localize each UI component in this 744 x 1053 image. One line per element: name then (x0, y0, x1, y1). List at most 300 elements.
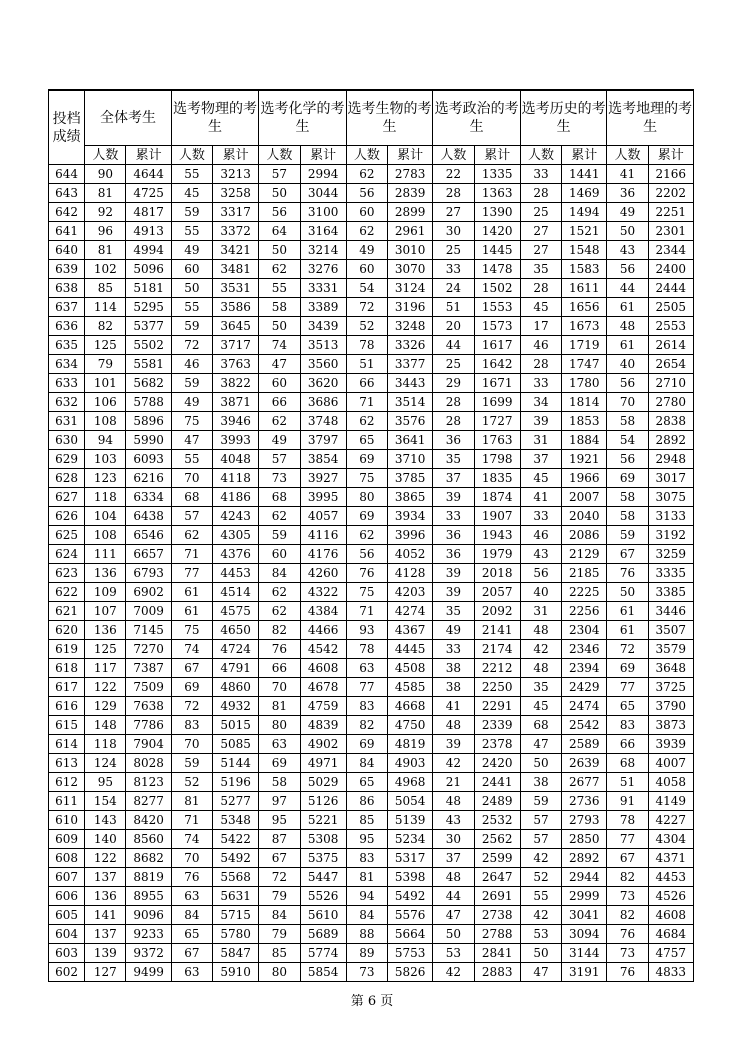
score-cell: 608 (49, 849, 85, 868)
table-row (49, 431, 694, 450)
table-cell: 63 (171, 963, 212, 982)
table-cell: 125 (85, 336, 126, 355)
table-cell: 3514 (388, 393, 433, 412)
table-cell: 71 (346, 393, 387, 412)
table-cell: 50 (607, 222, 648, 241)
table-row (49, 811, 694, 830)
table-cell: 61 (607, 336, 648, 355)
table-cell: 85 (346, 811, 387, 830)
table-cell: 5085 (212, 735, 258, 754)
table-cell: 136 (85, 564, 126, 583)
table-cell: 43 (607, 241, 648, 260)
table-cell: 4903 (388, 754, 433, 773)
table-cell: 4243 (212, 507, 258, 526)
table-row (49, 355, 694, 374)
table-cell: 8420 (126, 811, 171, 830)
table-cell: 5492 (388, 887, 433, 906)
table-cell: 25 (520, 203, 561, 222)
table-cell: 63 (259, 735, 300, 754)
table-cell: 46 (520, 526, 561, 545)
table-cell: 3717 (212, 336, 258, 355)
table-cell: 1583 (562, 260, 607, 279)
table-cell: 68 (171, 488, 212, 507)
table-cell: 2839 (388, 184, 433, 203)
table-cell: 5139 (388, 811, 433, 830)
table-cell: 21 (433, 773, 474, 792)
table-cell: 4176 (300, 545, 346, 564)
table-cell: 82 (607, 868, 648, 887)
score-cell: 614 (49, 735, 85, 754)
table-row (49, 279, 694, 298)
table-cell: 61 (607, 621, 648, 640)
table-cell: 3191 (562, 963, 607, 982)
header-sub-row (49, 146, 694, 165)
table-cell: 143 (85, 811, 126, 830)
table-cell: 2441 (474, 773, 520, 792)
table-cell: 86 (346, 792, 387, 811)
score-cell: 639 (49, 260, 85, 279)
table-cell: 7270 (126, 640, 171, 659)
table-cell: 82 (85, 317, 126, 336)
table-cell: 1763 (474, 431, 520, 450)
score-cell: 602 (49, 963, 85, 982)
table-cell: 5682 (126, 374, 171, 393)
table-cell: 5096 (126, 260, 171, 279)
table-cell: 55 (171, 222, 212, 241)
table-cell: 62 (171, 526, 212, 545)
table-cell: 33 (433, 507, 474, 526)
header-cumulative: 累计 (388, 146, 433, 165)
score-cell: 611 (49, 792, 85, 811)
table-cell: 4860 (212, 678, 258, 697)
table-cell: 9096 (126, 906, 171, 925)
table-cell: 4304 (648, 830, 693, 849)
table-cell: 1617 (474, 336, 520, 355)
table-cell: 7145 (126, 621, 171, 640)
score-cell: 631 (49, 412, 85, 431)
table-row (49, 564, 694, 583)
table-row (49, 507, 694, 526)
table-cell: 2086 (562, 526, 607, 545)
table-cell: 59 (259, 526, 300, 545)
table-cell: 56 (607, 374, 648, 393)
table-cell: 3259 (648, 545, 693, 564)
table-cell: 28 (520, 355, 561, 374)
table-cell: 5847 (212, 944, 258, 963)
table-cell: 1853 (562, 412, 607, 431)
table-cell: 39 (433, 564, 474, 583)
table-cell: 79 (259, 887, 300, 906)
table-cell: 81 (85, 241, 126, 260)
table-cell: 6093 (126, 450, 171, 469)
table-cell: 76 (607, 564, 648, 583)
table-cell: 3797 (300, 431, 346, 450)
table-cell: 2185 (562, 564, 607, 583)
table-cell: 5277 (212, 792, 258, 811)
table-cell: 59 (171, 754, 212, 773)
table-cell: 3044 (300, 184, 346, 203)
table-cell: 1469 (562, 184, 607, 203)
table-cell: 4384 (300, 602, 346, 621)
table-cell: 45 (520, 469, 561, 488)
table-cell: 50 (433, 925, 474, 944)
table-cell: 3335 (648, 564, 693, 583)
table-cell: 70 (607, 393, 648, 412)
table-cell: 4608 (300, 659, 346, 678)
table-row (49, 526, 694, 545)
header-group-politics: 选考政治的考生 (433, 90, 521, 146)
table-cell: 3763 (212, 355, 258, 374)
table-cell: 65 (346, 431, 387, 450)
table-cell: 3934 (388, 507, 433, 526)
table-row (49, 754, 694, 773)
table-cell: 5054 (388, 792, 433, 811)
table-cell: 57 (171, 507, 212, 526)
table-cell: 74 (171, 640, 212, 659)
table-cell: 92 (85, 203, 126, 222)
table-cell: 55 (171, 298, 212, 317)
table-cell: 2850 (562, 830, 607, 849)
table-cell: 95 (259, 811, 300, 830)
table-cell: 3871 (212, 393, 258, 412)
table-cell: 4466 (300, 621, 346, 640)
table-cell: 3317 (212, 203, 258, 222)
table-cell: 69 (607, 659, 648, 678)
table-cell: 48 (520, 621, 561, 640)
table-cell: 4186 (212, 488, 258, 507)
table-cell: 54 (607, 431, 648, 450)
table-cell: 5196 (212, 773, 258, 792)
table-cell: 7904 (126, 735, 171, 754)
table-cell: 62 (259, 507, 300, 526)
table-cell: 6793 (126, 564, 171, 583)
table-cell: 41 (433, 697, 474, 716)
table-cell: 4750 (388, 716, 433, 735)
table-cell: 58 (259, 773, 300, 792)
table-cell: 46 (171, 355, 212, 374)
table-cell: 67 (259, 849, 300, 868)
table-cell: 55 (520, 887, 561, 906)
table-cell: 6546 (126, 526, 171, 545)
table-cell: 2174 (474, 640, 520, 659)
table-cell: 4048 (212, 450, 258, 469)
table-cell: 3276 (300, 260, 346, 279)
table-cell: 68 (259, 488, 300, 507)
table-cell: 5029 (300, 773, 346, 792)
table-cell: 4057 (300, 507, 346, 526)
table-cell: 57 (520, 830, 561, 849)
table-cell: 5015 (212, 716, 258, 735)
table-cell: 48 (607, 317, 648, 336)
table-row (49, 659, 694, 678)
table-cell: 1835 (474, 469, 520, 488)
table-cell: 2647 (474, 868, 520, 887)
table-cell: 1502 (474, 279, 520, 298)
table-cell: 1671 (474, 374, 520, 393)
table-cell: 1478 (474, 260, 520, 279)
table-row (49, 602, 694, 621)
table-cell: 2994 (300, 165, 346, 184)
table-cell: 55 (259, 279, 300, 298)
score-cell: 628 (49, 469, 85, 488)
table-cell: 69 (171, 678, 212, 697)
table-cell: 5568 (212, 868, 258, 887)
table-cell: 3645 (212, 317, 258, 336)
table-row (49, 640, 694, 659)
table-cell: 47 (171, 431, 212, 450)
table-cell: 4526 (648, 887, 693, 906)
table-cell: 1979 (474, 545, 520, 564)
table-cell: 3389 (300, 298, 346, 317)
table-cell: 90 (85, 165, 126, 184)
table-cell: 54 (346, 279, 387, 298)
score-cell: 607 (49, 868, 85, 887)
header-count: 人数 (259, 146, 300, 165)
table-cell: 6334 (126, 488, 171, 507)
table-cell: 107 (85, 602, 126, 621)
table-cell: 108 (85, 412, 126, 431)
score-cell: 613 (49, 754, 85, 773)
table-cell: 56 (346, 184, 387, 203)
table-cell: 4678 (300, 678, 346, 697)
table-row (49, 336, 694, 355)
table-cell: 4913 (126, 222, 171, 241)
table-cell: 56 (607, 450, 648, 469)
table-cell: 5896 (126, 412, 171, 431)
table-cell: 97 (259, 792, 300, 811)
table-row (49, 469, 694, 488)
table-cell: 2654 (648, 355, 693, 374)
table-cell: 2948 (648, 450, 693, 469)
table-cell: 3192 (648, 526, 693, 545)
table-cell: 77 (607, 678, 648, 697)
table-cell: 84 (259, 906, 300, 925)
table-cell: 71 (171, 545, 212, 564)
table-cell: 5990 (126, 431, 171, 450)
table-cell: 70 (171, 469, 212, 488)
table-cell: 4367 (388, 621, 433, 640)
table-body (49, 165, 694, 982)
table-cell: 3017 (648, 469, 693, 488)
table-row (49, 488, 694, 507)
table-cell: 72 (259, 868, 300, 887)
table-cell: 49 (433, 621, 474, 640)
table-cell: 4585 (388, 678, 433, 697)
table-cell: 59 (520, 792, 561, 811)
table-cell: 1943 (474, 526, 520, 545)
table-cell: 3686 (300, 393, 346, 412)
table-cell: 60 (346, 260, 387, 279)
table-cell: 62 (259, 583, 300, 602)
table-cell: 50 (520, 944, 561, 963)
table-cell: 2225 (562, 583, 607, 602)
table-row (49, 222, 694, 241)
table-cell: 114 (85, 298, 126, 317)
table-cell: 3822 (212, 374, 258, 393)
table-cell: 61 (607, 298, 648, 317)
table-cell: 62 (346, 412, 387, 431)
table-cell: 2691 (474, 887, 520, 906)
table-cell: 33 (520, 165, 561, 184)
score-cell: 632 (49, 393, 85, 412)
table-cell: 49 (607, 203, 648, 222)
table-cell: 140 (85, 830, 126, 849)
table-cell: 3995 (300, 488, 346, 507)
table-cell: 81 (259, 697, 300, 716)
table-cell: 118 (85, 488, 126, 507)
table-cell: 2892 (648, 431, 693, 450)
table-cell: 28 (520, 184, 561, 203)
table-cell: 25 (433, 241, 474, 260)
score-cell: 627 (49, 488, 85, 507)
table-cell: 50 (520, 754, 561, 773)
table-cell: 85 (259, 944, 300, 963)
table-cell: 30 (433, 222, 474, 241)
table-header (49, 90, 694, 165)
table-cell: 84 (346, 754, 387, 773)
table-cell: 1553 (474, 298, 520, 317)
table-cell: 38 (520, 773, 561, 792)
score-cell: 605 (49, 906, 85, 925)
table-cell: 4725 (126, 184, 171, 203)
table-cell: 62 (259, 602, 300, 621)
table-cell: 62 (259, 260, 300, 279)
table-cell: 36 (433, 545, 474, 564)
table-cell: 62 (346, 165, 387, 184)
table-cell: 2429 (562, 678, 607, 697)
table-cell: 3939 (648, 735, 693, 754)
table-cell: 73 (607, 887, 648, 906)
table-cell: 50 (259, 184, 300, 203)
table-cell: 5753 (388, 944, 433, 963)
table-cell: 5664 (388, 925, 433, 944)
table-cell: 4932 (212, 697, 258, 716)
table-cell: 94 (85, 431, 126, 450)
table-cell: 6657 (126, 545, 171, 564)
table-cell: 55 (171, 450, 212, 469)
table-cell: 5526 (300, 887, 346, 906)
table-cell: 1798 (474, 450, 520, 469)
table-cell: 28 (433, 184, 474, 203)
table-cell: 2710 (648, 374, 693, 393)
table-cell: 66 (259, 659, 300, 678)
table-cell: 3421 (212, 241, 258, 260)
table-row (49, 374, 694, 393)
table-cell: 1494 (562, 203, 607, 222)
table-cell: 45 (520, 697, 561, 716)
table-cell: 3790 (648, 697, 693, 716)
table-cell: 4684 (648, 925, 693, 944)
table-cell: 5126 (300, 792, 346, 811)
table-cell: 5780 (212, 925, 258, 944)
table-cell: 4203 (388, 583, 433, 602)
table-cell: 1874 (474, 488, 520, 507)
score-cell: 642 (49, 203, 85, 222)
table-cell: 129 (85, 697, 126, 716)
table-cell: 52 (346, 317, 387, 336)
table-row (49, 868, 694, 887)
table-cell: 154 (85, 792, 126, 811)
score-cell: 622 (49, 583, 85, 602)
table-cell: 4118 (212, 469, 258, 488)
table-cell: 69 (259, 754, 300, 773)
table-cell: 76 (607, 925, 648, 944)
table-cell: 43 (433, 811, 474, 830)
table-cell: 3070 (388, 260, 433, 279)
table-cell: 123 (85, 469, 126, 488)
table-cell: 8955 (126, 887, 171, 906)
table-cell: 4971 (300, 754, 346, 773)
table-cell: 3377 (388, 355, 433, 374)
table-cell: 6216 (126, 469, 171, 488)
table-cell: 2129 (562, 545, 607, 564)
table-cell: 77 (346, 678, 387, 697)
table-cell: 5631 (212, 887, 258, 906)
table-cell: 3372 (212, 222, 258, 241)
table-cell: 79 (259, 925, 300, 944)
table-cell: 57 (520, 811, 561, 830)
table-cell: 4453 (212, 564, 258, 583)
table-cell: 80 (259, 716, 300, 735)
table-cell: 36 (433, 431, 474, 450)
table-cell: 2639 (562, 754, 607, 773)
score-cell: 625 (49, 526, 85, 545)
table-row (49, 317, 694, 336)
table-cell: 4453 (648, 868, 693, 887)
table-cell: 4902 (300, 735, 346, 754)
score-cell: 633 (49, 374, 85, 393)
table-row (49, 241, 694, 260)
score-cell: 634 (49, 355, 85, 374)
table-cell: 66 (607, 735, 648, 754)
table-cell: 5854 (300, 963, 346, 982)
table-cell: 53 (433, 944, 474, 963)
table-cell: 33 (433, 640, 474, 659)
score-cell: 644 (49, 165, 85, 184)
table-cell: 2040 (562, 507, 607, 526)
table-cell: 37 (433, 469, 474, 488)
table-cell: 64 (259, 222, 300, 241)
table-cell: 1335 (474, 165, 520, 184)
table-cell: 2394 (562, 659, 607, 678)
table-cell: 1390 (474, 203, 520, 222)
table-cell: 72 (171, 336, 212, 355)
table-cell: 55 (171, 165, 212, 184)
table-cell: 22 (433, 165, 474, 184)
table-row (49, 412, 694, 431)
table-cell: 127 (85, 963, 126, 982)
table-cell: 2738 (474, 906, 520, 925)
table-cell: 106 (85, 393, 126, 412)
table-cell: 52 (520, 868, 561, 887)
table-cell: 3576 (388, 412, 433, 431)
table-cell: 7387 (126, 659, 171, 678)
table-cell: 2202 (648, 184, 693, 203)
table-cell: 65 (171, 925, 212, 944)
table-cell: 49 (346, 241, 387, 260)
table-cell: 1642 (474, 355, 520, 374)
table-cell: 2141 (474, 621, 520, 640)
table-cell: 9499 (126, 963, 171, 982)
table-cell: 67 (171, 944, 212, 963)
table-cell: 51 (346, 355, 387, 374)
table-cell: 80 (346, 488, 387, 507)
table-cell: 5348 (212, 811, 258, 830)
table-cell: 47 (259, 355, 300, 374)
table-cell: 5308 (300, 830, 346, 849)
table-cell: 1420 (474, 222, 520, 241)
table-cell: 137 (85, 868, 126, 887)
